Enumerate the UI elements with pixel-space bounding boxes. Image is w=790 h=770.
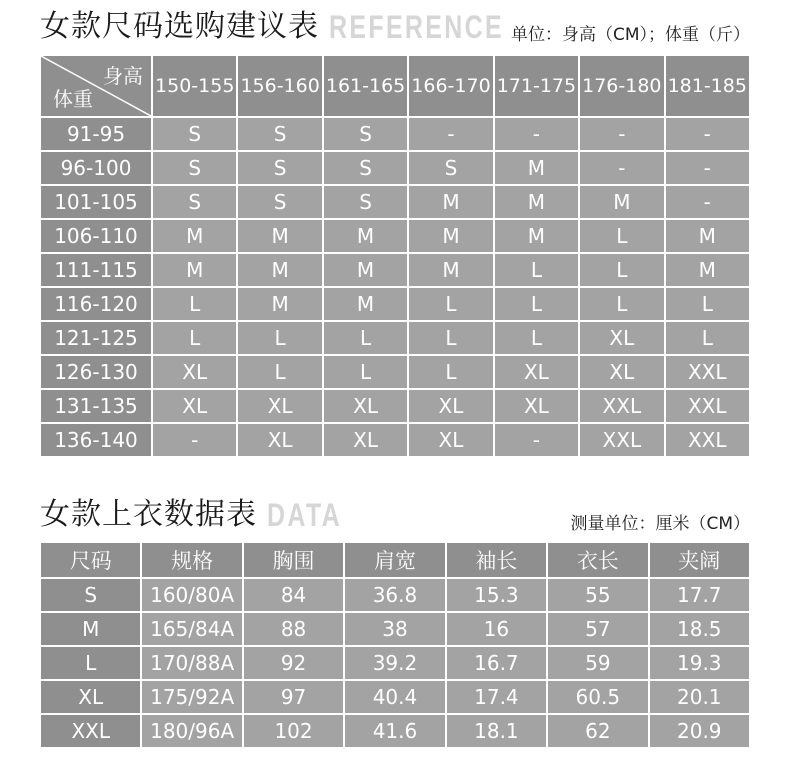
size-cell: - xyxy=(579,117,664,151)
weight-range-label: 96-100 xyxy=(40,151,152,185)
weight-range-label: 91-95 xyxy=(40,117,152,151)
size-cell: L xyxy=(494,253,579,287)
size-cell: S xyxy=(237,185,322,219)
measurement-cell: 102 xyxy=(243,714,344,748)
measurement-cell: 57 xyxy=(547,612,648,646)
data-title: 女款上衣数据表 xyxy=(40,497,257,532)
size-cell: L xyxy=(323,321,408,355)
size-cell: S xyxy=(323,151,408,185)
size-cell: M xyxy=(494,219,579,253)
size-cell: L xyxy=(237,321,322,355)
data-unit: 测量单位：厘米（CM） xyxy=(570,514,750,534)
size-cell: M xyxy=(494,185,579,219)
size-cell: - xyxy=(408,117,493,151)
table-row xyxy=(40,355,750,389)
height-range-header: 176-180 xyxy=(579,55,664,117)
table-row xyxy=(40,117,750,151)
garment-data-header-row xyxy=(40,542,750,578)
measurement-cell: 20.9 xyxy=(649,714,750,748)
size-label: M xyxy=(40,612,141,646)
table-row xyxy=(40,578,750,612)
measurement-cell: 40.4 xyxy=(344,680,445,714)
size-reference-table xyxy=(39,54,751,458)
size-cell: L xyxy=(323,355,408,389)
size-cell: M xyxy=(579,185,664,219)
size-cell: L xyxy=(579,219,664,253)
size-cell: M xyxy=(323,219,408,253)
measurement-cell: 15.3 xyxy=(446,578,547,612)
measurement-cell: 160/80A xyxy=(141,578,242,612)
measurement-cell: 17.4 xyxy=(446,680,547,714)
measurement-cell: 165/84A xyxy=(141,612,242,646)
measurement-cell: 62 xyxy=(547,714,648,748)
column-header: 夹阔 xyxy=(649,542,750,578)
size-cell: M xyxy=(237,253,322,287)
table-row xyxy=(40,219,750,253)
size-cell: XL xyxy=(152,389,237,423)
weight-range-label: 111-115 xyxy=(40,253,152,287)
measurement-cell: 18.5 xyxy=(649,612,750,646)
weight-range-label: 136-140 xyxy=(40,423,152,457)
size-cell: L xyxy=(408,355,493,389)
size-cell: XL xyxy=(408,423,493,457)
corner-cell xyxy=(40,55,152,117)
height-range-header: 166-170 xyxy=(408,55,493,117)
size-label: S xyxy=(40,578,141,612)
size-cell: XL xyxy=(494,389,579,423)
column-header: 衣长 xyxy=(547,542,648,578)
size-cell: XL xyxy=(323,389,408,423)
measurement-cell: 38 xyxy=(344,612,445,646)
size-cell: S xyxy=(152,185,237,219)
measurement-cell: 59 xyxy=(547,646,648,680)
reference-unit: 单位：身高（CM）；体重（斤） xyxy=(510,25,750,45)
size-cell: - xyxy=(665,117,750,151)
size-cell: S xyxy=(323,185,408,219)
column-header: 胸围 xyxy=(243,542,344,578)
column-header: 尺码 xyxy=(40,542,141,578)
measurement-cell: 36.8 xyxy=(344,578,445,612)
measurement-cell: 92 xyxy=(243,646,344,680)
measurement-cell: 41.6 xyxy=(344,714,445,748)
height-range-header: 161-165 xyxy=(323,55,408,117)
size-cell: L xyxy=(579,287,664,321)
size-cell: XXL xyxy=(579,389,664,423)
measurement-cell: 16.7 xyxy=(446,646,547,680)
size-cell: XL xyxy=(494,355,579,389)
measurement-cell: 39.2 xyxy=(344,646,445,680)
size-cell: XXL xyxy=(579,423,664,457)
measurement-cell: 88 xyxy=(243,612,344,646)
size-cell: L xyxy=(408,287,493,321)
measurement-cell: 60.5 xyxy=(547,680,648,714)
size-cell: L xyxy=(665,287,750,321)
weight-range-label: 131-135 xyxy=(40,389,152,423)
size-cell: M xyxy=(665,219,750,253)
size-cell: XL xyxy=(408,389,493,423)
size-cell: L xyxy=(152,287,237,321)
column-header: 肩宽 xyxy=(344,542,445,578)
size-cell: XXL xyxy=(665,423,750,457)
size-cell: M xyxy=(323,253,408,287)
weight-range-label: 101-105 xyxy=(40,185,152,219)
height-range-header: 181-185 xyxy=(665,55,750,117)
table-row xyxy=(40,680,750,714)
size-cell: S xyxy=(237,117,322,151)
measurement-cell: 18.1 xyxy=(446,714,547,748)
weight-range-label: 126-130 xyxy=(40,355,152,389)
column-header: 规格 xyxy=(141,542,242,578)
table-row xyxy=(40,612,750,646)
table-row xyxy=(40,714,750,748)
size-cell: S xyxy=(152,151,237,185)
reference-title-row xyxy=(40,10,553,44)
reference-title: 女款尺码选购建议表 xyxy=(40,9,319,44)
size-cell: L xyxy=(665,321,750,355)
size-cell: - xyxy=(152,423,237,457)
table-row xyxy=(40,151,750,185)
table-row xyxy=(40,287,750,321)
column-header: 袖长 xyxy=(446,542,547,578)
size-cell: M xyxy=(408,253,493,287)
size-cell: S xyxy=(323,117,408,151)
size-cell: L xyxy=(579,253,664,287)
size-cell: XXL xyxy=(665,389,750,423)
data-title-en: DATA xyxy=(267,497,342,533)
size-cell: XL xyxy=(579,321,664,355)
size-cell: XL xyxy=(323,423,408,457)
size-cell: S xyxy=(237,151,322,185)
corner-weight-label: 体重 xyxy=(53,87,93,111)
size-cell: M xyxy=(237,287,322,321)
table-row xyxy=(40,321,750,355)
size-cell: M xyxy=(408,185,493,219)
measurement-cell: 55 xyxy=(547,578,648,612)
size-cell: M xyxy=(152,253,237,287)
table-row xyxy=(40,423,750,457)
height-range-header: 156-160 xyxy=(237,55,322,117)
size-cell: - xyxy=(494,423,579,457)
size-cell: M xyxy=(152,219,237,253)
size-reference-header-row xyxy=(40,55,750,117)
size-cell: XL xyxy=(237,389,322,423)
size-cell: M xyxy=(237,219,322,253)
size-cell: M xyxy=(408,219,493,253)
size-cell: XXL xyxy=(665,355,750,389)
measurement-cell: 17.7 xyxy=(649,578,750,612)
height-range-header: 171-175 xyxy=(494,55,579,117)
reference-title-en: REFERENCE xyxy=(329,9,505,45)
size-cell: XL xyxy=(152,355,237,389)
size-cell: L xyxy=(494,321,579,355)
size-cell: L xyxy=(408,321,493,355)
garment-data-table xyxy=(39,541,751,749)
size-cell: L xyxy=(152,321,237,355)
measurement-cell: 175/92A xyxy=(141,680,242,714)
size-cell: M xyxy=(494,151,579,185)
table-row xyxy=(40,389,750,423)
measurement-cell: 16 xyxy=(446,612,547,646)
size-cell: L xyxy=(494,287,579,321)
size-cell: M xyxy=(665,253,750,287)
size-cell: XL xyxy=(237,423,322,457)
measurement-cell: 97 xyxy=(243,680,344,714)
table-row xyxy=(40,185,750,219)
weight-range-label: 106-110 xyxy=(40,219,152,253)
table-row xyxy=(40,253,750,287)
size-cell: - xyxy=(665,185,750,219)
size-cell: - xyxy=(494,117,579,151)
weight-range-label: 116-120 xyxy=(40,287,152,321)
measurement-cell: 180/96A xyxy=(141,714,242,748)
measurement-cell: 170/88A xyxy=(141,646,242,680)
data-title-row xyxy=(40,498,363,532)
measurement-cell: 84 xyxy=(243,578,344,612)
weight-range-label: 121-125 xyxy=(40,321,152,355)
size-cell: - xyxy=(579,151,664,185)
measurement-cell: 20.1 xyxy=(649,680,750,714)
size-cell: S xyxy=(408,151,493,185)
size-label: L xyxy=(40,646,141,680)
height-range-header: 150-155 xyxy=(152,55,237,117)
size-cell: L xyxy=(237,355,322,389)
size-cell: XL xyxy=(579,355,664,389)
size-cell: - xyxy=(665,151,750,185)
size-cell: M xyxy=(323,287,408,321)
size-label: XXL xyxy=(40,714,141,748)
size-cell: S xyxy=(152,117,237,151)
table-row xyxy=(40,646,750,680)
size-label: XL xyxy=(40,680,141,714)
corner-height-label: 身高 xyxy=(103,64,143,88)
measurement-cell: 19.3 xyxy=(649,646,750,680)
